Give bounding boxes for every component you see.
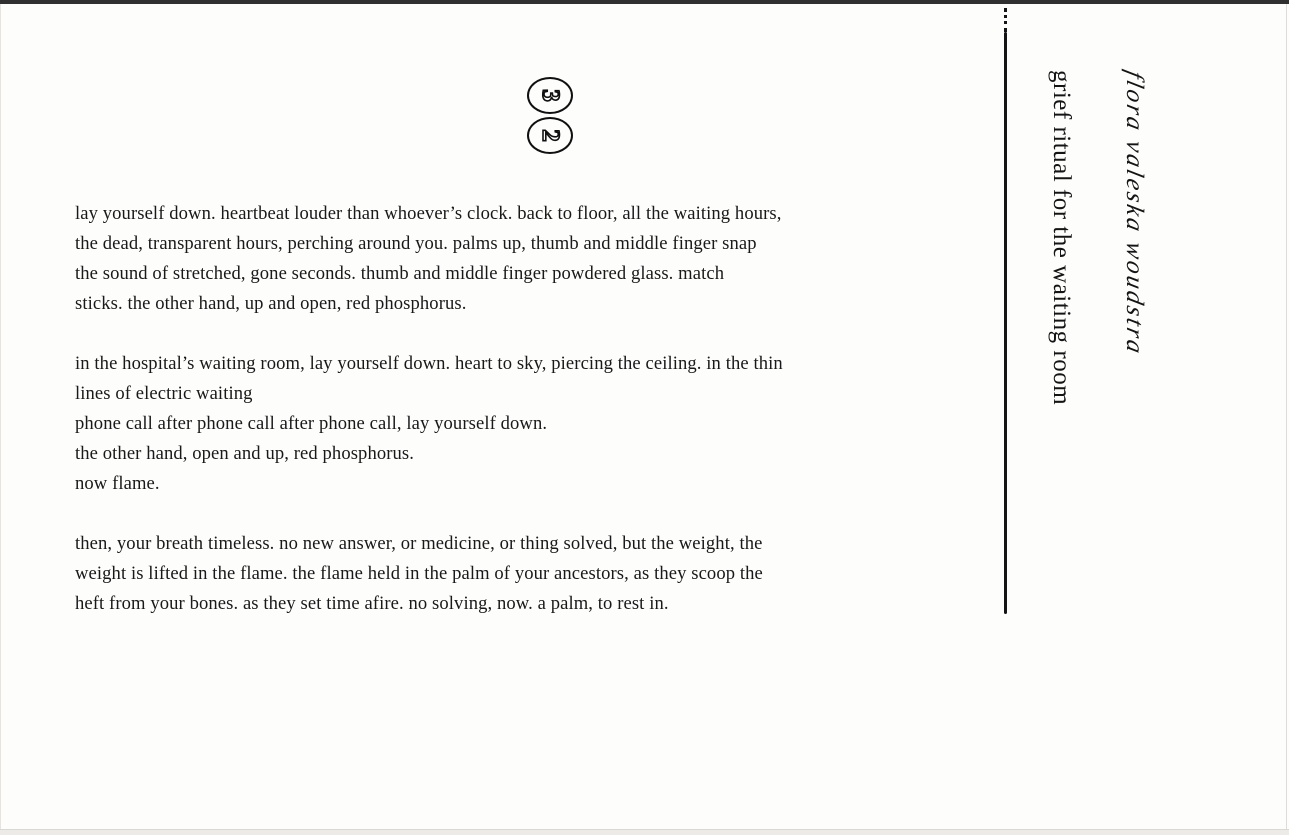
poem-line: the other hand, open and up, red phosphorus. xyxy=(75,443,415,464)
page-number-digit-top xyxy=(527,77,573,114)
page-number-ornament xyxy=(527,77,573,154)
poem-line: lines of electric waiting xyxy=(75,383,253,404)
poem-line: sticks. the other hand, up and open, red phosphorus. xyxy=(75,293,467,314)
scan-right-edge xyxy=(1286,4,1287,829)
margin-rule-dotted-tip xyxy=(1004,8,1007,32)
poem-body xyxy=(75,199,783,649)
poem-line: the dead, transparent hours, perching around you. palms up, thumb and middle finger snap xyxy=(75,233,757,254)
scan-top-edge xyxy=(0,0,1289,4)
digit-3: 3 xyxy=(536,89,564,102)
poem-line: now flame. xyxy=(75,473,160,494)
poem-line: phone call after phone call after phone call, lay yourself down. xyxy=(75,413,548,434)
page-number-digit-bottom xyxy=(527,117,573,154)
poem-line: the sound of stretched, gone seconds. thumb and middle finger powdered glass. match xyxy=(75,263,725,284)
stanza-3 xyxy=(75,529,783,619)
scan-left-edge xyxy=(0,4,1,829)
poem-line: heft from your bones. as they set time afire. no solving, now. a palm, to rest in. xyxy=(75,593,669,614)
digit-2: 2 xyxy=(536,129,564,142)
poem-line: then, your breath timeless. no new answer, or medicine, or thing solved, but the weight, the xyxy=(75,533,763,554)
poem-line: lay yourself down. heartbeat louder than whoever’s clock. back to floor, all the waiting hours, xyxy=(75,203,782,224)
margin-rule-line xyxy=(1004,32,1007,614)
poem-title-vertical: grief ritual for the waiting room xyxy=(1048,70,1075,406)
scan-bottom-edge xyxy=(0,829,1289,835)
stanza-1 xyxy=(75,199,783,319)
margin-rule xyxy=(1004,8,1007,614)
poem-line: in the hospital’s waiting room, lay yourself down. heart to sky, piercing the ceiling. in the thin xyxy=(75,353,783,374)
poem-line: weight is lifted in the flame. the flame held in the palm of your ancestors, as they scoop the xyxy=(75,563,763,584)
author-name-vertical: flora valeska woudstra xyxy=(1121,68,1148,359)
stanza-2 xyxy=(75,349,783,499)
